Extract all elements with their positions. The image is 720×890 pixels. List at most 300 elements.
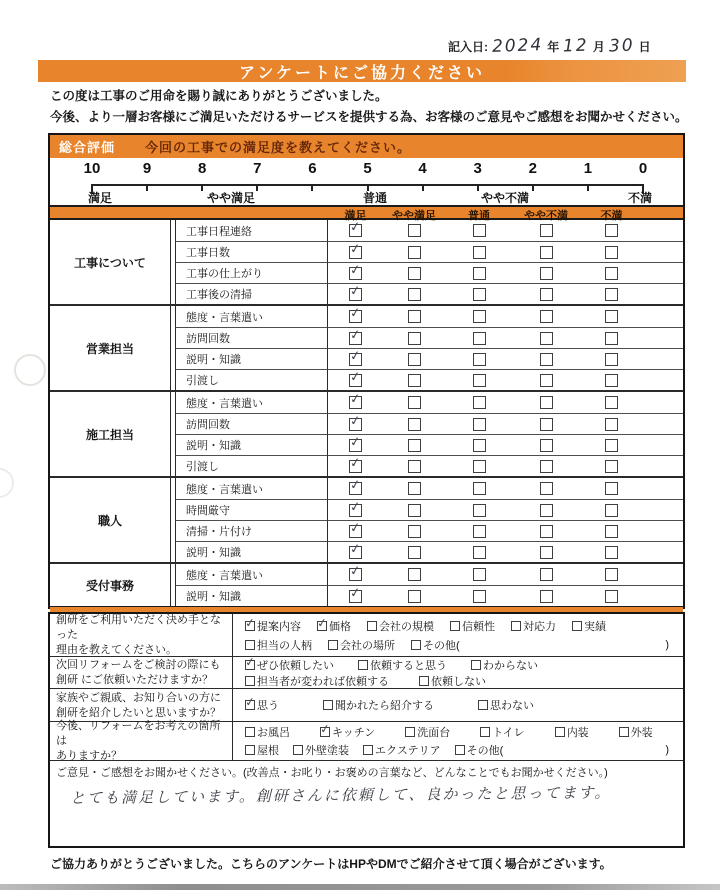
rating-checkbox[interactable] [605, 396, 618, 409]
scale-tick [477, 184, 479, 191]
rating-checkbox-cell [445, 434, 513, 455]
option-checkbox[interactable] [572, 621, 582, 631]
month-suffix: 月 [592, 40, 605, 54]
row-filler [644, 306, 683, 327]
rating-checkbox[interactable] [473, 310, 486, 323]
rating-checkbox[interactable] [349, 454, 362, 473]
rating-checkbox-cell [579, 413, 644, 434]
checkmark-icon: ✓ [319, 721, 331, 737]
option-unchecked[interactable] [367, 618, 434, 634]
rating-checkbox[interactable] [408, 224, 421, 237]
scale-number: 7 [253, 160, 262, 177]
scale-number: 9 [142, 160, 152, 177]
option-unchecked[interactable] [328, 637, 395, 653]
rating-item-label: 工事日数 [175, 241, 328, 262]
scale-tick [422, 184, 424, 191]
rating-item-label: 引渡し [175, 369, 328, 390]
option-checkbox[interactable] [293, 745, 303, 755]
rating-checkbox[interactable] [408, 590, 421, 603]
satisfaction-scale [50, 158, 683, 205]
rating-checkbox-cell [383, 306, 445, 327]
rating-checkbox-cell [383, 434, 445, 455]
scale-anchor-label: 満足 [87, 191, 113, 205]
option-checkbox[interactable] [450, 621, 460, 631]
option-label: 洗面台 [417, 727, 451, 739]
option-label: 実績 [584, 620, 606, 633]
rating-checkbox[interactable] [473, 525, 486, 538]
option-label: わからない [483, 659, 538, 672]
rating-group [50, 476, 683, 562]
question-options [233, 614, 683, 656]
scale-anchor-label: やや不満 [480, 191, 530, 205]
rating-checkbox[interactable] [540, 439, 553, 452]
row-filler [644, 478, 683, 499]
option-checkbox[interactable] [363, 745, 373, 755]
row-filler [644, 541, 683, 562]
rating-checkbox[interactable] [473, 546, 486, 559]
rating-checkbox[interactable] [349, 498, 362, 517]
rating-checkbox[interactable] [540, 546, 553, 559]
rating-checkbox[interactable] [540, 418, 553, 431]
rating-checkbox[interactable] [473, 460, 486, 473]
scan-edge-shadow [0, 884, 720, 890]
rating-checkbox[interactable] [408, 546, 421, 559]
rating-checkbox-cell [513, 220, 579, 241]
rating-checkbox-cell [445, 585, 513, 606]
rating-checkbox[interactable] [408, 396, 421, 409]
rating-checkbox[interactable] [408, 246, 421, 259]
rating-checkbox[interactable] [349, 584, 362, 603]
rating-checkbox[interactable] [473, 288, 486, 301]
scale-anchor-label: 普通 [362, 191, 388, 205]
option-checkbox[interactable] [478, 700, 488, 710]
option-unchecked[interactable] [450, 618, 495, 634]
rating-checkbox-cell [445, 541, 513, 562]
rating-checkbox[interactable] [473, 396, 486, 409]
rating-checkbox-cell [328, 262, 383, 283]
scale-number: 10 [83, 160, 101, 177]
rating-checkbox-cell [328, 413, 383, 434]
scale-tick [311, 184, 313, 191]
checkmark-icon: ✓ [349, 412, 362, 430]
rating-checkbox[interactable] [408, 568, 421, 581]
rating-checkbox[interactable] [605, 353, 618, 366]
paren-close: ) [665, 744, 669, 756]
question-prompt-line: 家族やご親戚、お知り合いの方に [56, 691, 221, 704]
question-prompt-line: ありますか？ [56, 750, 122, 762]
rating-checkbox-cell [513, 327, 579, 348]
option-unchecked[interactable] [358, 657, 447, 673]
rating-checkbox[interactable] [605, 288, 618, 301]
rating-checkbox[interactable] [473, 568, 486, 581]
option-checkbox[interactable] [471, 660, 481, 670]
checkmark-icon: ✓ [349, 454, 362, 472]
option-checkbox[interactable] [619, 727, 629, 737]
rating-checkbox[interactable] [540, 353, 553, 366]
option-unchecked[interactable] [411, 637, 460, 653]
option-unchecked[interactable] [363, 742, 441, 758]
rating-checkbox[interactable] [473, 267, 486, 280]
rating-checkbox-cell [579, 348, 644, 369]
option-unchecked[interactable] [555, 724, 589, 740]
option-unchecked[interactable] [419, 673, 486, 689]
option-line [245, 673, 673, 689]
rating-checkbox[interactable] [540, 396, 553, 409]
rating-checkbox-cell [445, 220, 513, 241]
rating-checkbox-cell [328, 541, 383, 562]
question-prompt-line: 理由を教えてください。 [56, 644, 177, 656]
row-filler [644, 455, 683, 476]
option-checked[interactable] [316, 614, 351, 634]
option-unchecked[interactable] [478, 697, 534, 713]
option-checkbox[interactable] [419, 676, 429, 686]
option-unchecked[interactable] [245, 673, 389, 689]
rating-checkbox-cell [513, 564, 579, 585]
fill-date-day-handwritten: 30 [608, 35, 635, 57]
option-checkbox[interactable] [244, 653, 256, 670]
option-checked[interactable] [319, 721, 376, 740]
scale-number: 0 [638, 160, 648, 177]
scale-number: 4 [418, 160, 427, 177]
rating-checkbox[interactable] [349, 433, 362, 452]
rating-item-label: 説明・知識 [175, 585, 328, 606]
row-filler [644, 392, 683, 413]
checkmark-icon: ✓ [349, 282, 362, 300]
year-suffix: 年 [547, 40, 560, 54]
rating-checkbox[interactable] [473, 482, 486, 495]
rating-checkbox-cell [328, 520, 383, 541]
rating-checkbox[interactable] [473, 590, 486, 603]
rating-checkbox-cell [579, 392, 644, 413]
scale-tick [201, 184, 203, 191]
survey-title-banner: アンケートにご協力ください [38, 60, 686, 82]
row-filler [644, 499, 683, 520]
question-prompt-line: 創研をご利用いただく決め手となった [56, 614, 221, 641]
rating-category-label: 工事について [50, 220, 171, 304]
rating-checkbox[interactable] [540, 460, 553, 473]
rating-checkbox[interactable] [605, 504, 618, 517]
rating-table [50, 220, 683, 606]
rating-checkbox-cell [513, 348, 579, 369]
rating-checkbox[interactable] [540, 482, 553, 495]
rating-checkbox[interactable] [349, 326, 362, 345]
option-checkbox[interactable] [323, 700, 333, 710]
option-checkbox[interactable] [316, 614, 328, 631]
option-checkbox[interactable] [480, 727, 490, 737]
checkmark-icon: ✓ [349, 391, 362, 408]
rating-checkbox[interactable] [540, 332, 553, 345]
rating-checkbox[interactable] [349, 347, 362, 366]
rating-checkbox-cell [579, 369, 644, 390]
question-row-3 [50, 688, 683, 721]
rating-group [50, 304, 683, 390]
rating-checkbox[interactable] [540, 504, 553, 517]
rating-checkbox-cell [579, 499, 644, 520]
rating-checkbox-cell [328, 306, 383, 327]
rating-checkbox[interactable] [540, 568, 553, 581]
rating-checkbox-cell [579, 520, 644, 541]
footer-note: ご協力ありがとうございました。こちらのアンケートはHPやDMでご紹介させて頂く場合がございます。 [50, 857, 612, 871]
option-unchecked[interactable] [471, 657, 538, 673]
rating-checkbox[interactable] [605, 332, 618, 345]
checkmark-icon: ✓ [244, 653, 256, 670]
rating-checkbox-cell [328, 327, 383, 348]
option-unchecked[interactable] [245, 742, 279, 758]
scale-tick [532, 184, 534, 191]
rating-checkbox[interactable] [408, 288, 421, 301]
rating-checkbox-cell [383, 327, 445, 348]
rating-category-label: 受付事務 [50, 564, 171, 606]
option-unchecked[interactable] [245, 637, 312, 653]
option-checkbox[interactable] [244, 694, 256, 710]
rating-checkbox-cell [513, 434, 579, 455]
rating-checkbox-cell [579, 306, 644, 327]
checkmark-icon: ✓ [349, 326, 362, 344]
rating-checkbox[interactable] [349, 563, 362, 581]
rating-checkbox[interactable] [349, 540, 362, 559]
rating-checkbox-cell [328, 348, 383, 369]
rating-checkbox[interactable] [605, 310, 618, 323]
rating-checkbox[interactable] [408, 504, 421, 517]
overall-rating-question: 今回の工事での満足度を教えてください。 [145, 140, 412, 155]
rating-checkbox-cell [383, 369, 445, 390]
checkmark-icon: ✓ [349, 347, 362, 365]
checkmark-icon: ✓ [349, 305, 362, 322]
rating-checkbox[interactable] [349, 412, 362, 431]
checkmark-icon: ✓ [244, 614, 256, 631]
scale-number: 2 [528, 160, 537, 177]
intro-line-1: この度は工事のご用命を賜り誠にありがとうございました。 [50, 89, 388, 103]
rating-checkbox[interactable] [605, 460, 618, 473]
rating-checkbox[interactable] [349, 305, 362, 323]
fill-date-year-handwritten: 2024 [491, 35, 544, 57]
option-line [245, 616, 673, 635]
rating-checkbox[interactable] [473, 246, 486, 259]
rating-column-header: やや不満 [524, 210, 568, 222]
rating-checkbox-cell [579, 564, 644, 585]
rating-checkbox[interactable] [540, 288, 553, 301]
option-label: 担当者が変われば依頼する [257, 675, 389, 688]
fill-date-label: 記入日: [448, 40, 488, 54]
option-unchecked[interactable] [245, 724, 290, 740]
option-checkbox[interactable] [367, 621, 377, 631]
rating-checkbox-cell [445, 348, 513, 369]
rating-checkbox[interactable] [605, 374, 618, 387]
rating-checkbox[interactable] [540, 310, 553, 323]
checkmark-icon: ✓ [349, 584, 362, 602]
rating-checkbox-cell [445, 262, 513, 283]
rating-checkbox[interactable] [473, 353, 486, 366]
option-label: ぜひ依頼したい [257, 659, 334, 672]
option-label: 会社の規模 [379, 620, 434, 633]
rating-checkbox[interactable] [473, 332, 486, 345]
rating-checkbox[interactable] [540, 525, 553, 538]
rating-checkbox-cell [579, 478, 644, 499]
rating-checkbox[interactable] [349, 519, 362, 538]
rating-checkbox-cell [579, 585, 644, 606]
option-checkbox[interactable] [511, 621, 521, 631]
question-prompt [50, 722, 233, 760]
rating-checkbox-cell [513, 392, 579, 413]
option-unchecked[interactable] [293, 742, 349, 758]
rating-checkbox-cell [445, 283, 513, 304]
rating-checkbox[interactable] [473, 418, 486, 431]
rating-checkbox-cell [513, 306, 579, 327]
scale-number: 1 [583, 160, 593, 177]
scale-number: 6 [308, 160, 317, 177]
rating-checkbox-cell [445, 327, 513, 348]
option-checked[interactable] [244, 614, 301, 634]
rating-checkbox[interactable] [408, 353, 421, 366]
rating-checkbox-cell [579, 327, 644, 348]
rating-checkbox[interactable] [473, 224, 486, 237]
option-unchecked[interactable] [323, 697, 434, 713]
rating-checkbox[interactable] [349, 368, 362, 387]
option-unchecked[interactable] [405, 724, 450, 740]
rating-checkbox[interactable] [408, 374, 421, 387]
row-filler [644, 327, 683, 348]
rating-checkbox[interactable] [540, 246, 553, 259]
rating-checkbox[interactable] [605, 482, 618, 495]
rating-checkbox[interactable] [605, 546, 618, 559]
option-checkbox[interactable] [319, 721, 331, 737]
option-line [245, 696, 673, 715]
rating-checkbox[interactable] [408, 310, 421, 323]
row-filler [644, 369, 683, 390]
checkmark-icon: ✓ [349, 498, 362, 516]
option-label: 思う [257, 700, 279, 712]
question-options [233, 653, 683, 688]
rating-checkbox-cell [445, 564, 513, 585]
rating-checkbox[interactable] [605, 525, 618, 538]
option-label: キッチン [332, 727, 376, 739]
option-checkbox[interactable] [244, 614, 256, 631]
option-unchecked[interactable] [572, 618, 606, 634]
option-label: エクステリア [375, 745, 441, 757]
rating-checkbox[interactable] [540, 267, 553, 280]
option-checkbox[interactable] [245, 676, 255, 686]
rating-checkbox[interactable] [408, 332, 421, 345]
option-checkbox[interactable] [328, 640, 338, 650]
rating-checkbox-cell [328, 564, 383, 585]
rating-checkbox[interactable] [605, 568, 618, 581]
rating-item-label: 工事日程連絡 [175, 220, 328, 241]
option-checkbox[interactable] [358, 660, 368, 670]
option-checkbox[interactable] [245, 727, 255, 737]
rating-checkbox[interactable] [540, 374, 553, 387]
rating-checkbox[interactable] [349, 477, 362, 495]
option-checkbox[interactable] [405, 727, 415, 737]
rating-item-label: 訪問回数 [175, 413, 328, 434]
option-label: 提案内容 [257, 620, 301, 633]
rating-checkbox-cell [445, 369, 513, 390]
checkmark-icon: ✓ [316, 614, 328, 631]
option-label: お風呂 [257, 727, 290, 739]
rating-checkbox-cell [445, 499, 513, 520]
rating-checkbox[interactable] [473, 504, 486, 517]
option-unchecked[interactable] [511, 618, 556, 634]
rating-checkbox-cell [579, 541, 644, 562]
rating-checkbox[interactable] [605, 246, 618, 259]
rating-checkbox[interactable] [349, 240, 362, 259]
option-checkbox[interactable] [455, 745, 465, 755]
scale-tick [587, 184, 589, 191]
rating-checkbox[interactable] [349, 391, 362, 409]
rating-checkbox[interactable] [473, 374, 486, 387]
rating-checkbox-cell [383, 455, 445, 476]
rating-checkbox[interactable] [408, 460, 421, 473]
rating-checkbox[interactable] [605, 590, 618, 603]
rating-checkbox-cell [383, 348, 445, 369]
option-label: 外装 [630, 727, 653, 739]
option-checkbox[interactable] [245, 640, 255, 650]
option-label: 信頼性 [462, 620, 495, 633]
rating-checkbox[interactable] [605, 439, 618, 452]
scale-tick [256, 184, 258, 191]
row-filler [644, 564, 683, 585]
option-unchecked[interactable] [619, 724, 653, 740]
rating-column-header: 不満 [600, 210, 623, 222]
option-unchecked[interactable] [480, 724, 524, 740]
rating-checkbox[interactable] [408, 418, 421, 431]
option-checkbox[interactable] [555, 727, 565, 737]
rating-checkbox[interactable] [349, 219, 362, 237]
rating-checkbox-cell [579, 283, 644, 304]
option-checkbox[interactable] [411, 640, 421, 650]
rating-checkbox[interactable] [408, 267, 421, 280]
option-line [245, 741, 673, 759]
rating-checkbox[interactable] [349, 282, 362, 301]
rating-item-label: 説明・知識 [175, 434, 328, 455]
rating-checkbox-cell [579, 220, 644, 241]
option-label: 依頼すると思う [370, 659, 447, 672]
rating-checkbox[interactable] [540, 590, 553, 603]
punch-hole [14, 354, 46, 386]
rating-checkbox[interactable] [408, 482, 421, 495]
checkmark-icon: ✓ [349, 477, 362, 494]
option-checkbox[interactable] [245, 745, 255, 755]
rating-item-label: 工事後の清掃 [175, 283, 328, 304]
rating-checkbox-cell [513, 455, 579, 476]
rating-checkbox[interactable] [605, 224, 618, 237]
rating-checkbox[interactable] [408, 525, 421, 538]
rating-checkbox-cell [513, 541, 579, 562]
option-unchecked[interactable] [455, 742, 504, 758]
rating-item-label: 態度・言葉遣い [175, 392, 328, 413]
rating-group [50, 562, 683, 606]
rating-checkbox-cell [513, 413, 579, 434]
rating-item-label: 引渡し [175, 455, 328, 476]
rating-checkbox-cell [579, 455, 644, 476]
rating-checkbox[interactable] [605, 418, 618, 431]
scale-anchor-label: 不満 [627, 191, 653, 205]
question-options [233, 722, 683, 760]
rating-checkbox[interactable] [408, 439, 421, 452]
rating-checkbox[interactable] [605, 267, 618, 280]
rating-category-label: 施工担当 [50, 392, 171, 476]
rating-checkbox[interactable] [473, 439, 486, 452]
option-checked[interactable] [244, 653, 334, 673]
rating-checkbox-cell [383, 392, 445, 413]
overall-rating-header [50, 135, 683, 158]
rating-checkbox[interactable] [540, 224, 553, 237]
option-checked[interactable] [244, 694, 279, 713]
rating-item-label: 態度・言葉遣い [175, 306, 328, 327]
rating-checkbox[interactable] [349, 261, 362, 280]
rating-checkbox-cell [513, 241, 579, 262]
rating-checkbox-cell [445, 413, 513, 434]
checkmark-icon: ✓ [349, 219, 362, 236]
